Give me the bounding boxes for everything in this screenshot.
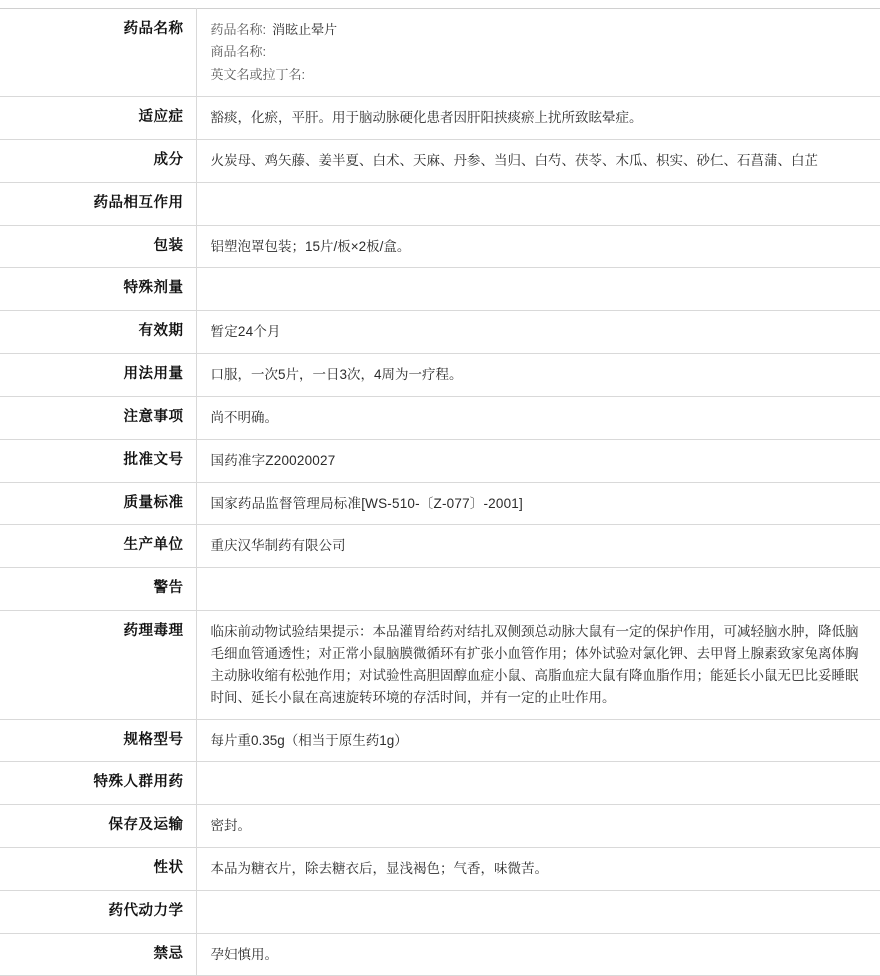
table-row: [0, 805, 880, 848]
row-value-package: 铝塑泡罩包装；15片/板×2板/盒。: [196, 225, 880, 268]
table-row: [0, 354, 880, 397]
row-value-drug-name: [196, 9, 880, 97]
table-row: [0, 719, 880, 762]
row-label-precautions: 注意事项: [0, 396, 196, 439]
row-value-dosage-usage: 口服，一次5片，一日3次，4周为一疗程。: [196, 354, 880, 397]
row-label-special-population: 特殊人群用药: [0, 762, 196, 805]
table-row: [0, 525, 880, 568]
row-value-pharmacokinetics: [196, 890, 880, 933]
row-label-special-dosage: 特殊剂量: [0, 268, 196, 311]
row-label-indications: 适应症: [0, 97, 196, 140]
table-row: [0, 97, 880, 140]
row-label-dosage-usage: 用法用量: [0, 354, 196, 397]
row-value-shelf-life: 暂定24个月: [196, 311, 880, 354]
row-label-composition: 成分: [0, 139, 196, 182]
english-name-sublabel: 英文名或拉丁名:: [210, 66, 306, 82]
row-label-manufacturer: 生产单位: [0, 525, 196, 568]
row-value-specification: 每片重0.35g（相当于原生药1g）: [196, 719, 880, 762]
row-label-warning: 警告: [0, 568, 196, 611]
row-value-storage-transport: 密封。: [196, 805, 880, 848]
row-label-contraindications: 禁忌: [0, 933, 196, 976]
row-value-quality-standard: 国家药品监督管理局标准[WS-510-〔Z-077〕-2001]: [196, 482, 880, 525]
row-value-pharmacology-toxicology: 临床前动物试验结果提示：本品灌胃给药对结扎双侧颈总动脉大鼠有一定的保护作用，可减轻脑水肿，降低脑毛细血管通透性；对正常小鼠脑膜微循环有扩张小血管作用；体外试验对氯化钾、去甲肾上腺素致家兔离体胸主动脉收缩有松弛作用；对试验性高胆固醇血症小鼠、高脂血症大鼠有降血脂作用；能延长小鼠无巴比妥睡眠时间、延长小鼠在高速旋转环境的存活时间，并有一定的止吐作用。: [196, 611, 880, 719]
row-value-manufacturer: 重庆汉华制药有限公司: [196, 525, 880, 568]
table-row: [0, 568, 880, 611]
row-label-approval-number: 批准文号: [0, 439, 196, 482]
row-label-quality-standard: 质量标准: [0, 482, 196, 525]
row-label-shelf-life: 有效期: [0, 311, 196, 354]
drug-name-subvalue: 消眩止晕片: [272, 22, 338, 37]
row-value-approval-number: 国药准字Z20020027: [196, 439, 880, 482]
row-value-drug-interaction: [196, 182, 880, 225]
row-label-appearance: 性状: [0, 847, 196, 890]
trade-name-sublabel: 商品名称:: [210, 44, 267, 60]
row-label-drug-interaction: 药品相互作用: [0, 182, 196, 225]
row-value-special-dosage: [196, 268, 880, 311]
row-value-special-population: [196, 762, 880, 805]
table-row: [0, 139, 880, 182]
row-value-indications: 豁痰，化瘀，平肝。用于脑动脉硬化患者因肝阳挟痰瘀上扰所致眩晕症。: [196, 97, 880, 140]
row-value-warning: [196, 568, 880, 611]
row-label-storage-transport: 保存及运输: [0, 805, 196, 848]
row-value-appearance: 本品为糖衣片，除去糖衣后，显浅褐色；气香，味微苦。: [196, 847, 880, 890]
table-row: [0, 311, 880, 354]
row-value-precautions: 尚不明确。: [196, 396, 880, 439]
row-label-pharmacology-toxicology: 药理毒理: [0, 611, 196, 719]
table-row: [0, 268, 880, 311]
table-row: [0, 890, 880, 933]
drug-name-sublabel: 药品名称:: [210, 22, 267, 37]
table-row: [0, 847, 880, 890]
row-label-drug-name: 药品名称: [0, 9, 196, 97]
row-label-package: 包装: [0, 225, 196, 268]
drug-info-table: [0, 8, 880, 976]
table-row: [0, 9, 880, 97]
row-label-specification: 规格型号: [0, 719, 196, 762]
table-row: [0, 762, 880, 805]
row-value-composition: 火炭母、鸡矢藤、姜半夏、白术、天麻、丹参、当归、白芍、茯苓、木瓜、枳实、砂仁、石菖蒲、白芷: [196, 139, 880, 182]
row-value-contraindications: 孕妇慎用。: [196, 933, 880, 976]
english-name-line: [211, 64, 867, 86]
table-row: [0, 182, 880, 225]
table-row: [0, 396, 880, 439]
table-row: [0, 225, 880, 268]
row-label-pharmacokinetics: 药代动力学: [0, 890, 196, 933]
drug-info-table-body: [0, 9, 880, 976]
trade-name-line: [211, 41, 867, 63]
table-row: [0, 482, 880, 525]
drug-name-line: [211, 19, 867, 41]
table-row: [0, 439, 880, 482]
table-row: [0, 611, 880, 719]
